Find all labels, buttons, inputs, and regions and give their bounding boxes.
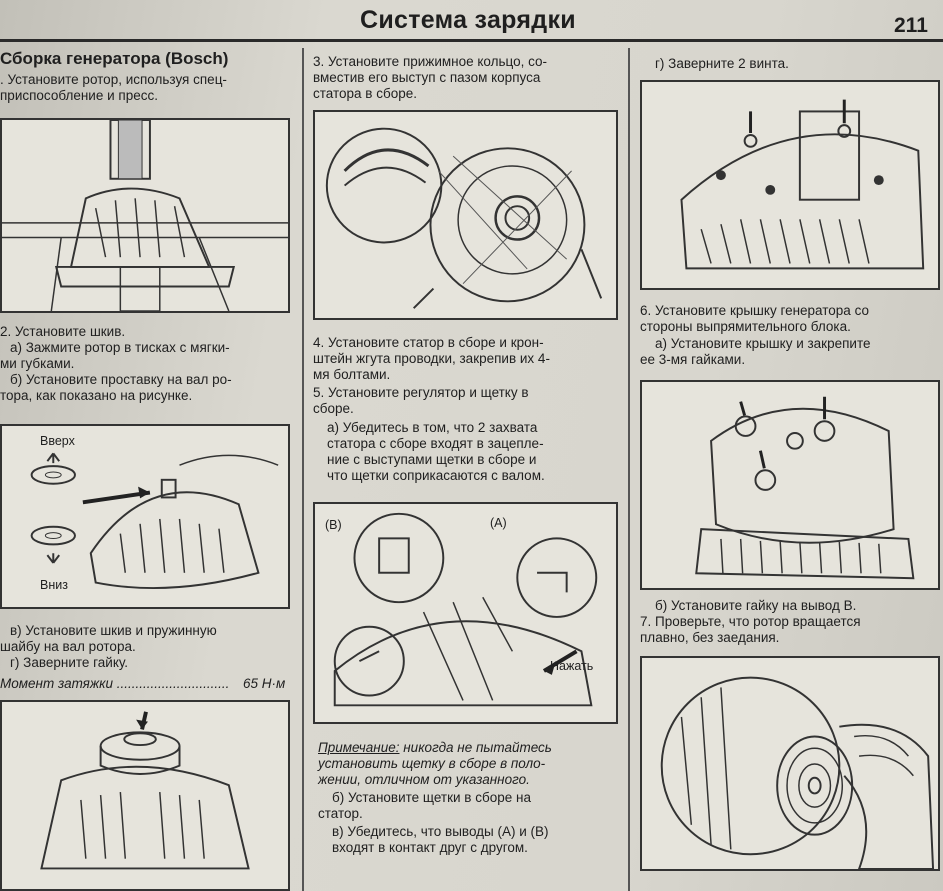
step2a-line1: а) Зажмите ротор в тисках с мягки-	[10, 340, 230, 355]
cover-illustration	[642, 382, 938, 588]
figure-spacer	[0, 424, 290, 609]
step2-line1: 2. Установите шкив.	[0, 324, 126, 339]
figure-retainer-ring	[313, 110, 618, 320]
torque-label: Момент затяжки ..............................	[0, 676, 230, 691]
step7-line1: 7. Проверьте, что ротор вращается	[640, 614, 861, 629]
step1-line2: приспособление и пресс.	[0, 88, 158, 103]
step5g: г) Заверните 2 винта.	[655, 56, 789, 71]
step5-line2: сборе.	[313, 401, 354, 416]
step2a-line2: ми губками.	[0, 356, 75, 371]
brush-holder-illustration	[315, 504, 616, 722]
step5v-line1: в) Убедитесь, что выводы (А) и (В)	[332, 824, 549, 839]
step7-line2: плавно, без заедания.	[640, 630, 780, 645]
step6a-line1: а) Установите крышку и закрепите	[655, 336, 871, 351]
pulley-illustration	[2, 702, 288, 889]
figure-brush-holder	[313, 502, 618, 724]
step4-line3: мя болтами.	[313, 367, 391, 382]
step1-line1: . Установите ротор, используя спец-	[0, 72, 227, 87]
rotor-press-illustration	[2, 120, 288, 311]
header-rule	[0, 39, 943, 42]
step5a-line1: а) Убедитесь в том, что 2 захвата	[327, 420, 538, 435]
step3-line3: статора в сборе.	[313, 86, 417, 101]
step5b-line2: статор.	[318, 806, 363, 821]
note-heading: Примечание:	[318, 740, 400, 755]
step2b-line2: тора, как показано на рисунке.	[0, 388, 193, 403]
column-divider-1	[302, 48, 304, 891]
note-text-1: никогда не пытайтесь	[399, 740, 552, 755]
figure-label-up: Вверх	[40, 434, 75, 448]
note-line1	[318, 740, 552, 755]
page-number: 211	[894, 14, 928, 37]
step2g: г) Заверните гайку.	[10, 655, 129, 670]
figure-screws	[640, 80, 940, 290]
figure-rotor-press	[0, 118, 290, 313]
step6a-line2: ее 3-мя гайками.	[640, 352, 746, 367]
step2b-line1: б) Установите проставку на вал ро-	[10, 372, 232, 387]
note-line3: жении, отличном от указанного.	[318, 772, 530, 787]
note-line2: установить щетку в сборе в поло-	[318, 756, 546, 771]
step6-line2: стороны выпрямительного блока.	[640, 319, 851, 334]
torque-value: 65 Н·м	[243, 676, 286, 691]
step6b: б) Установите гайку на вывод В.	[655, 598, 857, 613]
figure-label-press: Нажать	[550, 659, 594, 673]
step5a-line3: ние с выступами щетки в сборе и	[327, 452, 537, 467]
step3-line2: вместив его выступ с пазом корпуса	[313, 70, 541, 85]
retainer-ring-illustration	[315, 112, 616, 318]
rotor-check-illustration	[642, 658, 938, 869]
column-divider-2	[628, 48, 630, 891]
page-title: Система зарядки	[360, 6, 576, 34]
step5-line1: 5. Установите регулятор и щетку в	[313, 385, 529, 400]
step2v-line1: в) Установите шкив и пружинную	[10, 623, 217, 638]
step5a-line4: что щетки соприкасаются с валом.	[327, 468, 545, 483]
section-title: Сборка генератора (Bosch)	[0, 49, 229, 68]
step3-line1: 3. Установите прижимное кольцо, со-	[313, 54, 548, 69]
figure-label-down: Вниз	[40, 578, 68, 592]
step5b-line1: б) Установите щетки в сборе на	[332, 790, 531, 805]
figure-rotor-check	[640, 656, 940, 871]
figure-label-a: (А)	[490, 516, 507, 530]
step4-line1: 4. Установите статор в сборе и крон-	[313, 335, 544, 350]
step6-line1: 6. Установите крышку генератора со	[640, 303, 869, 318]
figure-label-b: (В)	[325, 518, 342, 532]
step4-line2: штейн жгута проводки, закрепив их 4-	[313, 351, 550, 366]
figure-pulley	[0, 700, 290, 891]
step5a-line2: статора с сборе входят в зацепле-	[327, 436, 544, 451]
step2v-line2: шайбу на вал ротора.	[0, 639, 136, 654]
figure-cover	[640, 380, 940, 590]
screws-illustration	[642, 82, 938, 288]
step5v-line2: входят в контакт друг с другом.	[332, 840, 528, 855]
